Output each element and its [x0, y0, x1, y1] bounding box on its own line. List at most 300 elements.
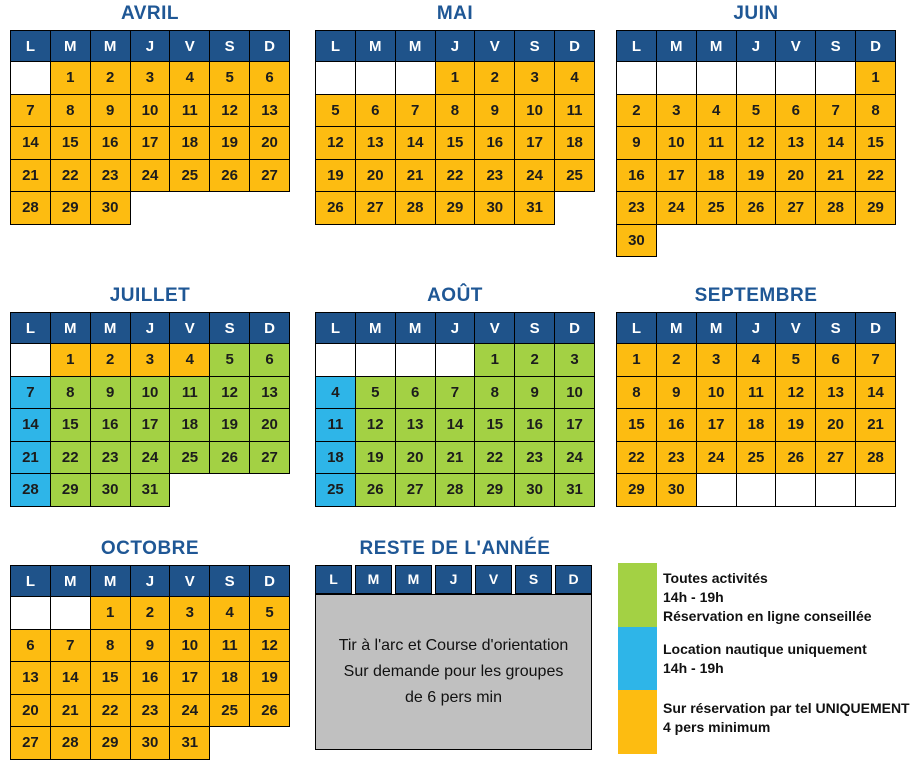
day-cell: 17 [555, 409, 595, 442]
day-cell: 17 [170, 662, 210, 695]
day-cell: 16 [90, 127, 130, 160]
calendar-avril [10, 1, 290, 225]
month-grid-septembre [616, 312, 896, 507]
day-cell: 10 [656, 127, 696, 160]
day-cell: 5 [776, 344, 816, 377]
day-header-cell: V [475, 313, 515, 344]
day-cell: 9 [515, 376, 555, 409]
day-cell: 12 [776, 376, 816, 409]
day-cell: 5 [736, 94, 776, 127]
day-header-cell: J [435, 565, 472, 594]
day-cell: 1 [90, 597, 130, 630]
day-cell: 7 [435, 376, 475, 409]
month-grid-octobre [10, 565, 290, 760]
day-cell: 25 [316, 474, 356, 507]
day-cell: 18 [170, 409, 210, 442]
note-line: de 6 pers min [405, 689, 502, 706]
day-cell: 22 [50, 441, 90, 474]
rest-of-year-note [315, 594, 592, 750]
day-cell: 30 [515, 474, 555, 507]
month-table [10, 312, 290, 507]
day-cell: 9 [90, 94, 130, 127]
day-cell: 4 [170, 62, 210, 95]
day-cell: 12 [316, 127, 356, 160]
day-cell: 12 [355, 409, 395, 442]
day-cell: 6 [250, 344, 290, 377]
day-cell: 7 [856, 344, 896, 377]
empty-day-cell [656, 62, 696, 95]
day-cell: 26 [316, 192, 356, 225]
month-grid-aout [315, 312, 595, 507]
empty-day-cell [435, 344, 475, 377]
day-cell: 13 [776, 127, 816, 160]
day-cell: 3 [130, 344, 170, 377]
day-cell: 30 [130, 727, 170, 760]
month-table [10, 565, 290, 760]
day-cell: 28 [856, 441, 896, 474]
day-cell: 1 [856, 62, 896, 95]
legend-label-line: Réservation en ligne conseillée [663, 608, 872, 624]
empty-day-cell [816, 62, 856, 95]
day-cell: 21 [11, 441, 51, 474]
day-cell: 23 [656, 441, 696, 474]
rest-of-year-panel [315, 536, 595, 750]
day-cell: 7 [11, 94, 51, 127]
day-cell: 29 [856, 192, 896, 225]
day-cell: 5 [250, 597, 290, 630]
day-cell: 25 [210, 694, 250, 727]
day-cell: 7 [816, 94, 856, 127]
day-cell: 11 [736, 376, 776, 409]
day-cell: 31 [515, 192, 555, 225]
day-cell: 6 [395, 376, 435, 409]
rest-of-year-day-headers [315, 565, 592, 594]
day-cell: 10 [696, 376, 736, 409]
day-header-cell: L [617, 313, 657, 344]
day-cell: 29 [617, 474, 657, 507]
day-header-cell: D [250, 31, 290, 62]
day-header-cell: S [210, 31, 250, 62]
day-cell: 24 [130, 159, 170, 192]
month-title-octobre: OCTOBRE [100, 538, 200, 559]
legend-swatch-column [618, 563, 657, 754]
day-cell: 4 [696, 94, 736, 127]
day-header-cell: L [11, 31, 51, 62]
day-cell: 22 [475, 441, 515, 474]
day-cell: 18 [736, 409, 776, 442]
legend-label-orange [663, 699, 911, 737]
empty-day-cell [11, 597, 51, 630]
day-cell: 14 [435, 409, 475, 442]
day-header-cell: S [515, 313, 555, 344]
day-header-cell: M [696, 313, 736, 344]
day-cell: 13 [395, 409, 435, 442]
day-cell: 29 [90, 727, 130, 760]
empty-day-cell [50, 597, 90, 630]
month-title-avril: AVRIL [120, 3, 180, 24]
day-cell: 30 [656, 474, 696, 507]
day-cell: 23 [90, 159, 130, 192]
day-cell: 31 [170, 727, 210, 760]
day-cell: 7 [395, 94, 435, 127]
day-cell: 28 [816, 192, 856, 225]
day-cell: 3 [170, 597, 210, 630]
day-cell: 20 [11, 694, 51, 727]
day-cell: 21 [816, 159, 856, 192]
day-cell: 8 [50, 94, 90, 127]
day-cell: 18 [696, 159, 736, 192]
day-cell: 9 [130, 629, 170, 662]
day-cell: 2 [90, 62, 130, 95]
legend-label-line: Toutes activités [663, 570, 768, 586]
day-cell: 6 [250, 62, 290, 95]
day-cell: 5 [210, 344, 250, 377]
day-cell: 26 [776, 441, 816, 474]
empty-day-cell [355, 344, 395, 377]
day-cell: 16 [90, 409, 130, 442]
calendar-mai [315, 1, 595, 225]
day-cell: 1 [435, 62, 475, 95]
day-cell: 4 [170, 344, 210, 377]
day-cell: 15 [435, 127, 475, 160]
day-cell: 16 [515, 409, 555, 442]
day-cell: 3 [515, 62, 555, 95]
day-cell: 10 [515, 94, 555, 127]
day-cell: 25 [170, 441, 210, 474]
day-cell: 13 [355, 127, 395, 160]
day-cell: 1 [617, 344, 657, 377]
day-cell: 25 [555, 159, 595, 192]
day-cell: 6 [355, 94, 395, 127]
empty-day-cell [696, 474, 736, 507]
legend [618, 563, 911, 758]
day-header-cell: S [210, 566, 250, 597]
day-cell: 3 [696, 344, 736, 377]
day-cell: 18 [316, 441, 356, 474]
day-cell: 2 [515, 344, 555, 377]
day-cell: 23 [515, 441, 555, 474]
day-cell: 14 [395, 127, 435, 160]
day-cell: 9 [90, 376, 130, 409]
legend-label-line: 14h - 19h [663, 589, 724, 605]
day-cell: 30 [617, 224, 657, 257]
day-cell: 1 [475, 344, 515, 377]
day-cell: 28 [11, 474, 51, 507]
day-header-cell: D [250, 313, 290, 344]
day-cell: 28 [435, 474, 475, 507]
month-title-mai: MAI [436, 3, 474, 24]
day-header-cell: V [776, 313, 816, 344]
empty-day-cell [11, 344, 51, 377]
day-cell: 30 [90, 474, 130, 507]
day-cell: 1 [50, 62, 90, 95]
day-cell: 9 [617, 127, 657, 160]
day-cell: 10 [130, 376, 170, 409]
day-header-cell: D [555, 313, 595, 344]
day-cell: 4 [316, 376, 356, 409]
note-line: Sur demande pour les groupes [343, 663, 564, 680]
calendar-septembre [616, 283, 896, 507]
day-header-cell: M [50, 566, 90, 597]
day-cell: 27 [11, 727, 51, 760]
day-cell: 12 [736, 127, 776, 160]
day-cell: 27 [355, 192, 395, 225]
day-cell: 27 [776, 192, 816, 225]
day-cell: 20 [816, 409, 856, 442]
day-cell: 14 [50, 662, 90, 695]
day-header-cell: M [395, 313, 435, 344]
day-header-cell: L [11, 566, 51, 597]
day-cell: 26 [250, 694, 290, 727]
day-cell: 11 [555, 94, 595, 127]
day-header-cell: D [856, 313, 896, 344]
day-cell: 25 [736, 441, 776, 474]
day-header-cell: J [736, 313, 776, 344]
day-cell: 17 [515, 127, 555, 160]
day-cell: 20 [250, 409, 290, 442]
day-cell: 21 [50, 694, 90, 727]
day-cell: 27 [250, 441, 290, 474]
day-cell: 20 [355, 159, 395, 192]
day-cell: 30 [475, 192, 515, 225]
legend-label-line: 4 pers minimum [663, 719, 771, 735]
day-cell: 19 [210, 127, 250, 160]
legend-swatch-cyan [618, 627, 657, 690]
day-cell: 3 [555, 344, 595, 377]
day-cell: 8 [617, 376, 657, 409]
month-grid-avril [10, 30, 290, 225]
day-header-cell: D [555, 31, 595, 62]
month-table [10, 30, 290, 225]
day-header-cell: M [656, 313, 696, 344]
month-table [616, 30, 896, 257]
day-cell: 15 [856, 127, 896, 160]
day-cell: 14 [816, 127, 856, 160]
day-cell: 25 [170, 159, 210, 192]
day-cell: 12 [250, 629, 290, 662]
day-cell: 29 [435, 192, 475, 225]
day-header-cell: D [250, 566, 290, 597]
day-header-cell: V [170, 31, 210, 62]
day-cell: 8 [475, 376, 515, 409]
month-table [315, 30, 595, 225]
day-cell: 28 [11, 192, 51, 225]
day-cell: 8 [856, 94, 896, 127]
empty-day-cell [617, 62, 657, 95]
day-cell: 31 [130, 474, 170, 507]
day-header-cell: M [355, 313, 395, 344]
empty-day-cell [816, 474, 856, 507]
day-cell: 4 [555, 62, 595, 95]
day-header-cell: J [736, 31, 776, 62]
legend-label-green [663, 569, 911, 626]
day-cell: 18 [555, 127, 595, 160]
day-cell: 7 [11, 376, 51, 409]
day-cell: 29 [475, 474, 515, 507]
day-header-cell: M [90, 566, 130, 597]
legend-label-line: Location nautique uniquement [663, 641, 867, 657]
day-cell: 9 [656, 376, 696, 409]
day-header-cell: J [435, 31, 475, 62]
day-cell: 16 [475, 127, 515, 160]
day-cell: 19 [250, 662, 290, 695]
day-cell: 15 [50, 409, 90, 442]
day-cell: 22 [50, 159, 90, 192]
day-cell: 14 [856, 376, 896, 409]
day-header-cell: V [776, 31, 816, 62]
day-header-cell: M [395, 31, 435, 62]
day-header-cell: M [50, 31, 90, 62]
day-cell: 10 [130, 94, 170, 127]
day-cell: 6 [816, 344, 856, 377]
day-cell: 17 [130, 127, 170, 160]
month-grid-juin [616, 30, 896, 257]
day-cell: 2 [656, 344, 696, 377]
day-cell: 15 [90, 662, 130, 695]
day-header-cell: D [856, 31, 896, 62]
day-cell: 27 [395, 474, 435, 507]
empty-day-cell [395, 344, 435, 377]
day-cell: 17 [656, 159, 696, 192]
day-header-cell: V [475, 565, 512, 594]
month-table [616, 312, 896, 507]
empty-day-cell [316, 62, 356, 95]
empty-day-cell [395, 62, 435, 95]
day-header-cell: J [130, 31, 170, 62]
day-cell: 28 [50, 727, 90, 760]
day-cell: 25 [696, 192, 736, 225]
day-header-cell: S [210, 313, 250, 344]
day-cell: 20 [395, 441, 435, 474]
day-cell: 21 [856, 409, 896, 442]
day-cell: 26 [355, 474, 395, 507]
day-cell: 10 [170, 629, 210, 662]
day-cell: 17 [130, 409, 170, 442]
empty-day-cell [736, 474, 776, 507]
day-cell: 8 [50, 376, 90, 409]
day-cell: 7 [50, 629, 90, 662]
month-title-juin: JUIN [733, 3, 779, 24]
day-header-cell: J [130, 313, 170, 344]
day-cell: 23 [90, 441, 130, 474]
empty-day-cell [776, 62, 816, 95]
day-header-cell: M [90, 313, 130, 344]
day-cell: 12 [210, 376, 250, 409]
day-cell: 11 [316, 409, 356, 442]
empty-day-cell [355, 62, 395, 95]
day-cell: 8 [435, 94, 475, 127]
legend-swatch-orange [618, 690, 657, 754]
empty-day-cell [776, 474, 816, 507]
day-header-cell: M [355, 31, 395, 62]
day-header-cell: S [816, 313, 856, 344]
day-cell: 5 [210, 62, 250, 95]
note-line: Tir à l'arc et Course d'orientation [338, 637, 569, 654]
calendar-juin [616, 1, 896, 257]
day-header-cell: L [316, 313, 356, 344]
empty-day-cell [856, 474, 896, 507]
day-cell: 24 [130, 441, 170, 474]
day-cell: 27 [816, 441, 856, 474]
day-cell: 30 [90, 192, 130, 225]
day-cell: 19 [355, 441, 395, 474]
calendar-octobre [10, 536, 290, 760]
day-cell: 29 [50, 192, 90, 225]
day-header-cell: J [130, 566, 170, 597]
day-header-cell: M [50, 313, 90, 344]
day-cell: 20 [776, 159, 816, 192]
day-cell: 24 [515, 159, 555, 192]
day-cell: 11 [210, 629, 250, 662]
day-cell: 11 [696, 127, 736, 160]
day-header-cell: D [555, 565, 592, 594]
day-cell: 22 [617, 441, 657, 474]
day-cell: 27 [250, 159, 290, 192]
day-cell: 19 [210, 409, 250, 442]
day-header-cell: V [170, 566, 210, 597]
empty-day-cell [736, 62, 776, 95]
day-header-cell: V [170, 313, 210, 344]
month-title-juillet: JUILLET [109, 285, 191, 306]
day-header-cell: L [316, 31, 356, 62]
day-cell: 20 [250, 127, 290, 160]
day-header-cell: S [515, 31, 555, 62]
day-cell: 4 [736, 344, 776, 377]
day-cell: 26 [736, 192, 776, 225]
legend-swatch-green [618, 563, 657, 627]
day-cell: 13 [11, 662, 51, 695]
legend-label-cyan [663, 640, 911, 678]
day-header-cell: L [617, 31, 657, 62]
day-cell: 23 [130, 694, 170, 727]
day-header-cell: L [315, 565, 352, 594]
day-cell: 17 [696, 409, 736, 442]
day-cell: 4 [210, 597, 250, 630]
day-cell: 23 [475, 159, 515, 192]
day-cell: 11 [170, 376, 210, 409]
day-cell: 10 [555, 376, 595, 409]
day-cell: 5 [316, 94, 356, 127]
day-header-cell: M [395, 565, 432, 594]
day-cell: 28 [395, 192, 435, 225]
day-header-cell: M [355, 565, 392, 594]
legend-label-line: 14h - 19h [663, 660, 724, 676]
day-cell: 15 [617, 409, 657, 442]
day-cell: 26 [210, 441, 250, 474]
day-cell: 19 [736, 159, 776, 192]
day-cell: 3 [130, 62, 170, 95]
day-cell: 14 [11, 409, 51, 442]
month-table [315, 312, 595, 507]
day-cell: 12 [210, 94, 250, 127]
day-cell: 26 [210, 159, 250, 192]
day-cell: 2 [475, 62, 515, 95]
day-header-cell: V [475, 31, 515, 62]
month-title-septembre: SEPTEMBRE [694, 285, 818, 306]
day-header-cell: S [816, 31, 856, 62]
day-cell: 24 [555, 441, 595, 474]
legend-label-line: Sur réservation par tel UNIQUEMENT [663, 700, 910, 716]
day-cell: 22 [90, 694, 130, 727]
day-cell: 8 [90, 629, 130, 662]
day-cell: 5 [355, 376, 395, 409]
day-cell: 23 [617, 192, 657, 225]
day-cell: 21 [395, 159, 435, 192]
day-cell: 9 [475, 94, 515, 127]
day-header-cell: L [11, 313, 51, 344]
day-cell: 29 [50, 474, 90, 507]
day-cell: 19 [776, 409, 816, 442]
